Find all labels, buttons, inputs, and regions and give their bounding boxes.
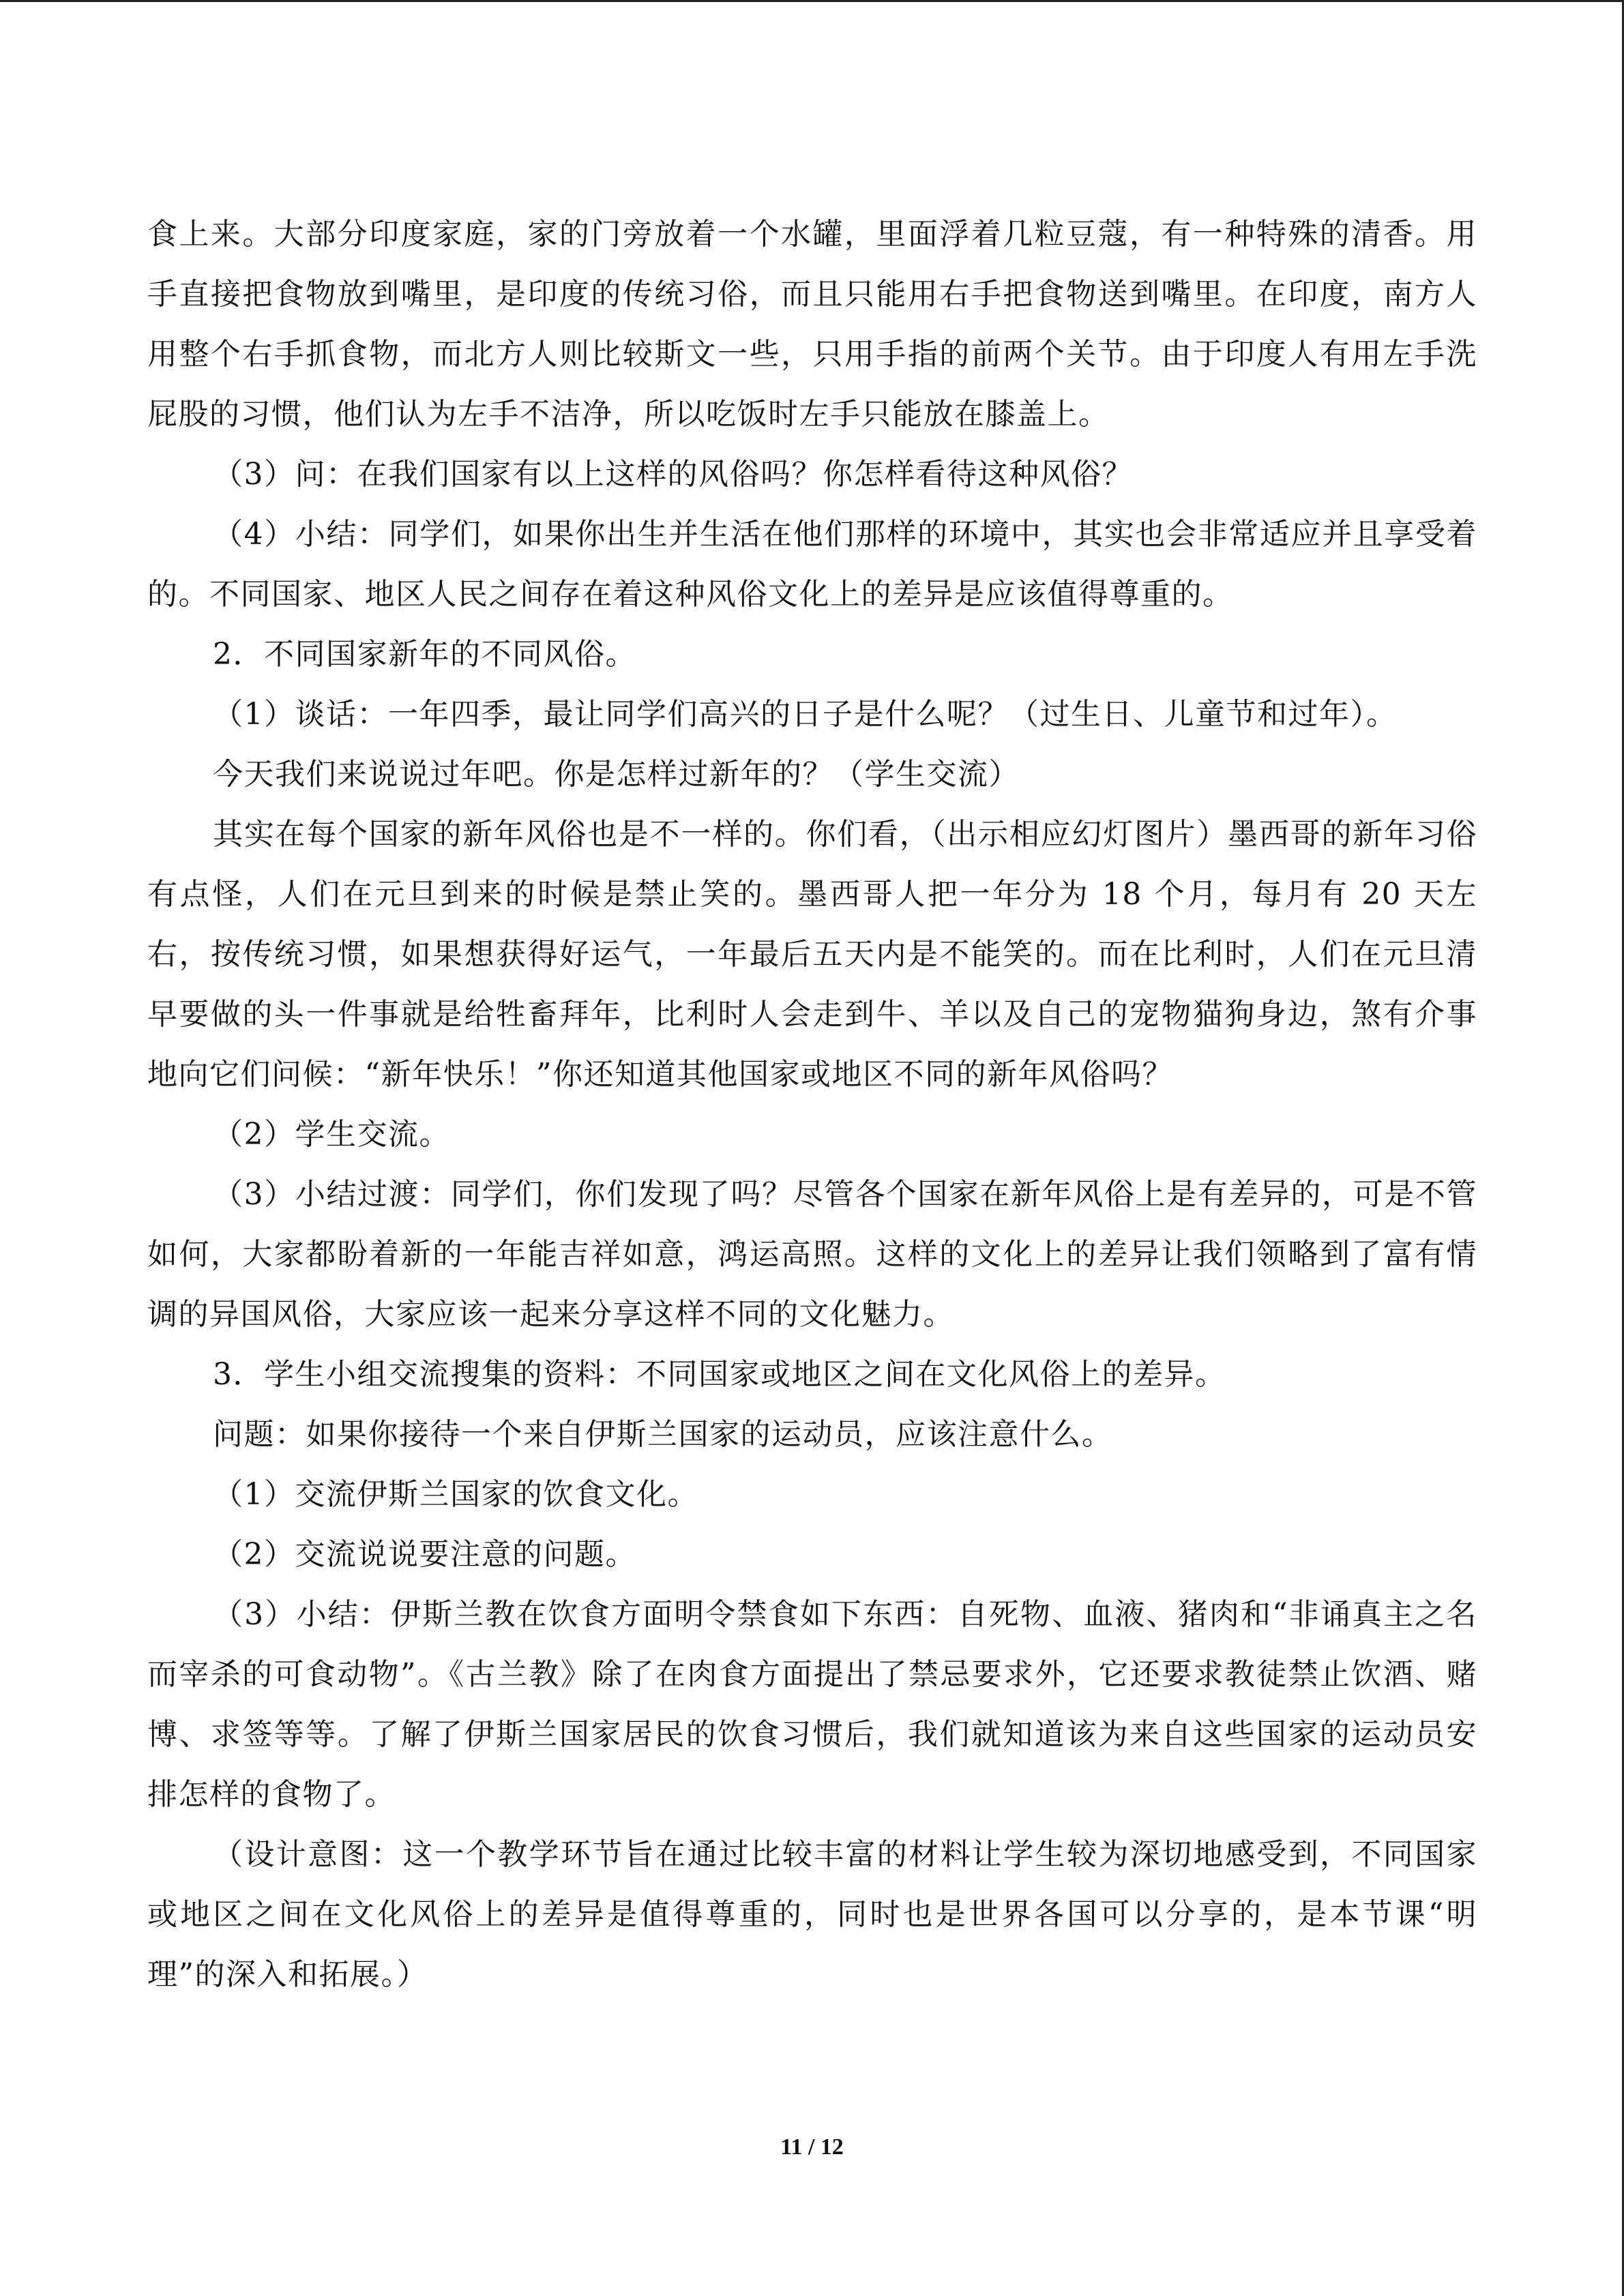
section-heading: 2．不同国家新年的不同风俗。 [213, 637, 636, 672]
paragraph: （3）问：在我们国家有以上这样的风俗吗？你怎样看待这种风俗？ [213, 457, 1133, 492]
paragraph: （2）交流说说要注意的问题。 [213, 1537, 636, 1572]
design-intent-note: （设计意图：这一个教学环节旨在通过比较丰富的材料让学生较为深切地感受到，不同国家或地区之间在文化风俗上的差异是值得尊重的，同时也是世界各国可以分享的，是本节课“明理”的深入和拓展。） [147, 1837, 1477, 1992]
paragraph: （1）交流伊斯兰国家的饮食文化。 [213, 1477, 698, 1512]
paragraph: （3）小结过渡：同学们，你们发现了吗？尽管各个国家在新年风俗上是有差异的，可是不管如何，大家都盼着新的一年能吉祥如意，鸿运高照。这样的文化上的差异让我们领略到了富有情调的异国风俗，大家应该一起来分享这样不同的文化魅力。 [147, 1177, 1477, 1332]
paragraph: （4）小结：同学们，如果你出生并生活在他们那样的环境中，其实也会非常适应并且享受着的。不同国家、地区人民之间存在着这种风俗文化上的差异是应该值得尊重的。 [147, 517, 1477, 612]
paragraph: 食上来。大部分印度家庭，家的门旁放着一个水罐，里面浮着几粒豆蔻，有一种特殊的清香。用手直接把食物放到嘴里，是印度的传统习俗，而且只能用右手把食物送到嘴里。在印度，南方人用整个右手抓食物，而北方人则比较斯文一些，只用手指的前两个关节。由于印度人有用左手洗屁股的习惯，他们认为左手不洁净，所以吃饭时左手只能放在膝盖上。 [147, 217, 1477, 432]
paragraph: （3）小结：伊斯兰教在饮食方面明令禁食如下东西：自死物、血液、猪肉和“非诵真主之名而宰杀的可食动物”。《古兰教》除了在肉食方面提出了禁忌要求外，它还要求教徒禁止饮酒、赌博、求签等等。了解了伊斯兰国家居民的饮食习惯后，我们就知道该为来自这些国家的运动员安排怎样的食物了。 [147, 1597, 1477, 1812]
section-heading: 3．学生小组交流搜集的资料：不同国家或地区之间在文化风俗上的差异。 [213, 1357, 1226, 1392]
paragraph: 其实在每个国家的新年风俗也是不一样的。你们看，（出示相应幻灯图片）墨西哥的新年习俗有点怪，人们在元旦到来的时候是禁止笑的。墨西哥人把一年分为 18 个月，每月有 20 天左右，按传统习惯，如果想获得好运气，一年最后五天内是不能笑的。而在比利时，人们在元旦清早要做的头一件事就是给牲畜拜年，比利时人会走到牛、羊以及自己的宠物猫狗身边，煞有介事地向它们问候：“新年快乐！”你还知道其他国家或地区不同的新年风俗吗？ [147, 817, 1477, 1092]
paragraph: （1）谈话：一年四季，最让同学们高兴的日子是什么呢？（过生日、儿童节和过年）。 [213, 697, 1398, 732]
paragraph: （2）学生交流。 [213, 1117, 450, 1152]
page-number: 11 / 12 [780, 2134, 844, 2160]
paragraph: 今天我们来说说过年吧。你是怎样过新年的？（学生交流） [213, 757, 1020, 792]
page-top-border [0, 0, 1624, 2]
paragraph: 问题：如果你接待一个来自伊斯兰国家的运动员，应该注意什么。 [213, 1417, 1113, 1452]
document-body [147, 205, 1477, 2005]
